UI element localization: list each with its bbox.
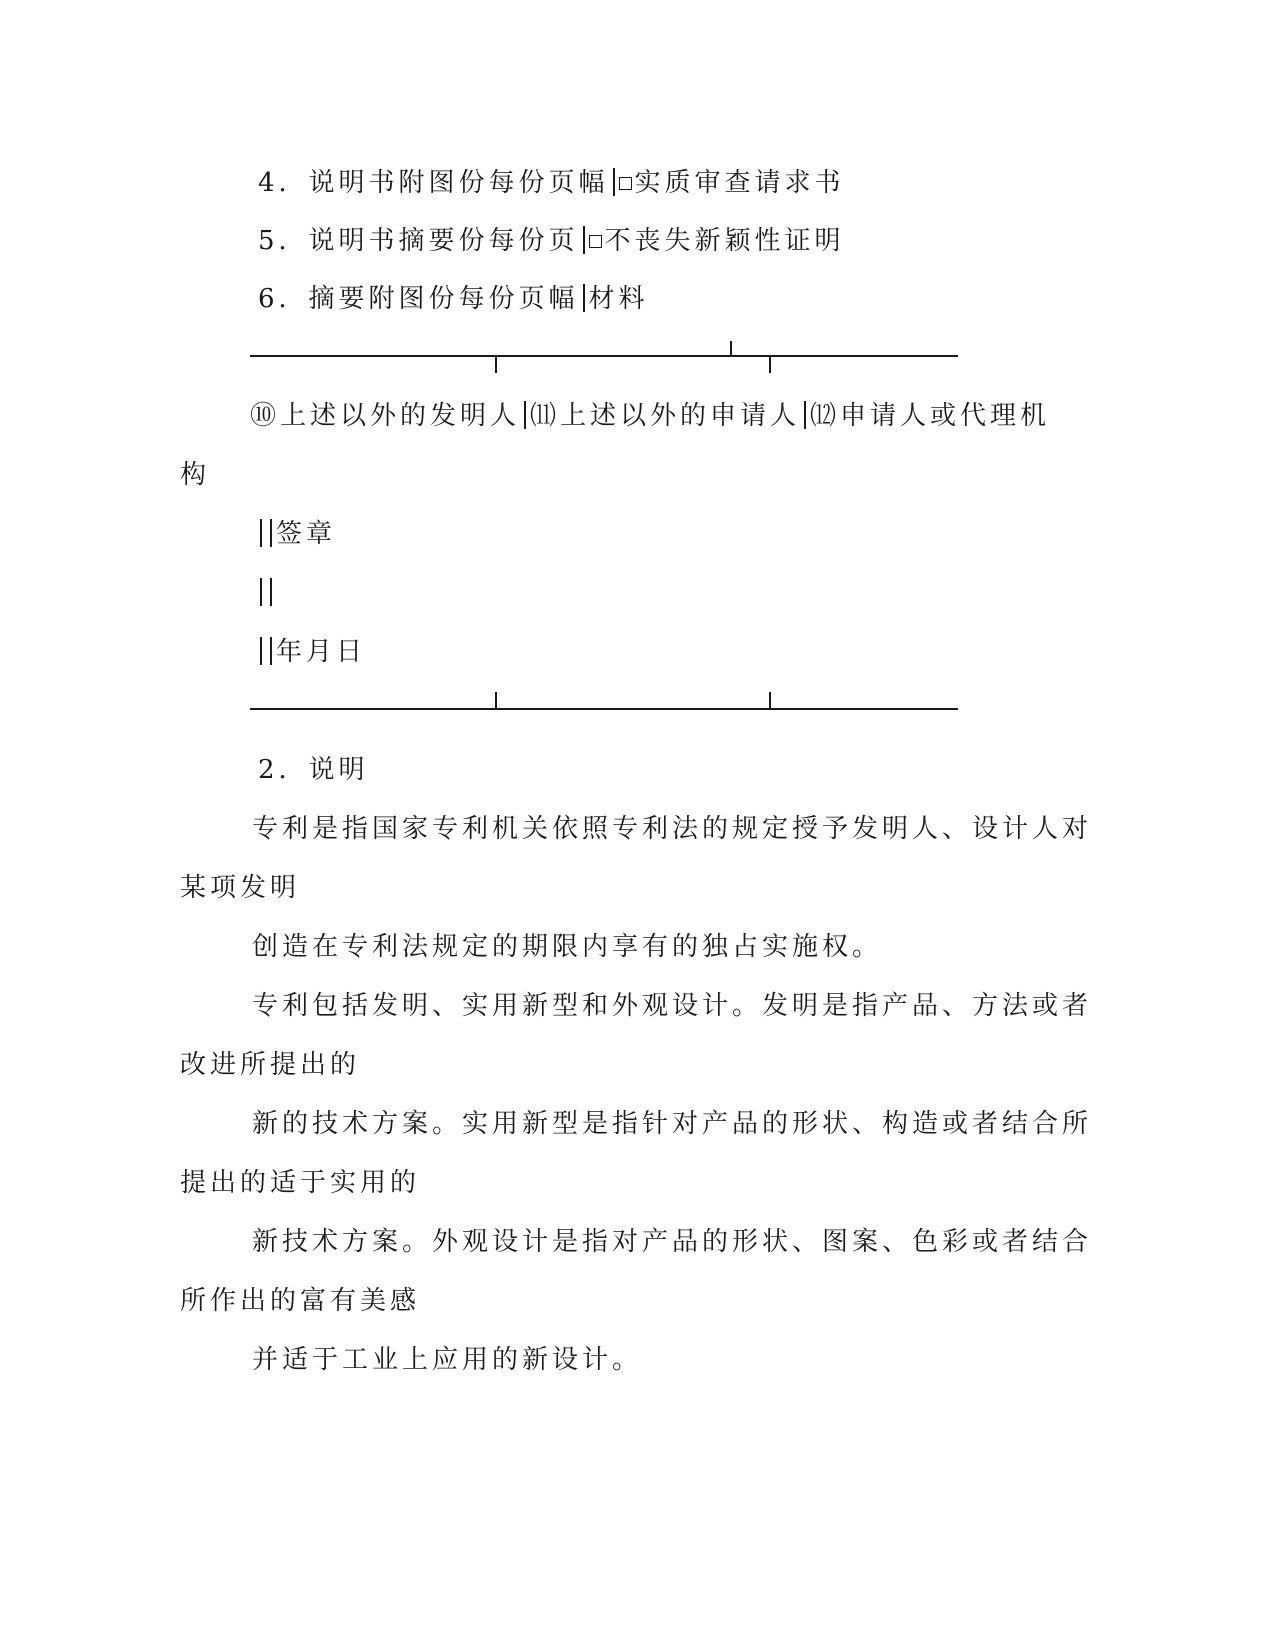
- date-row: [256, 637, 366, 667]
- form-row-4: [258, 168, 845, 198]
- column-divider: [583, 226, 585, 254]
- paragraph-line: 创造在专利法规定的期限内享有的独占实施权。: [252, 932, 883, 962]
- column-divider: [260, 519, 262, 547]
- column-divider: [613, 168, 615, 196]
- date-label: 年月日: [276, 637, 367, 667]
- paragraph-line: 所作出的富有美感: [180, 1286, 421, 1316]
- seal-label: 签章: [276, 519, 337, 549]
- checkbox-icon[interactable]: [589, 235, 602, 248]
- paragraph-line: 新的技术方案。实用新型是指针对产品的形状、构造或者结合所: [252, 1109, 1093, 1139]
- rule-tick: [769, 357, 771, 373]
- paragraph-line: 提出的适于实用的: [180, 1168, 421, 1198]
- column-divider: [270, 578, 272, 606]
- applicant-agency-label: ⑿申请人或代理机: [810, 401, 1051, 431]
- column-divider: [260, 637, 262, 665]
- checkbox-icon[interactable]: [619, 177, 632, 190]
- column-divider: [270, 519, 272, 547]
- paragraph-line: 某项发明: [180, 873, 301, 903]
- row5-right-text: 不丧失新颖性证明: [604, 226, 845, 256]
- row5-left-text: 5．说明书摘要份每份页: [258, 226, 579, 256]
- signature-header-wrap: 构: [180, 460, 211, 490]
- paragraph-line: 并适于工业上应用的新设计。: [252, 1345, 643, 1375]
- other-inventors-label: ⑩上述以外的发明人: [250, 401, 521, 431]
- section-heading: 2．说明: [258, 755, 369, 785]
- rule-tick: [495, 357, 497, 373]
- rule-tick: [495, 692, 497, 708]
- table-rule: [250, 708, 958, 710]
- form-row-5: [258, 226, 845, 256]
- paragraph-line: 专利是指国家专利机关依照专利法的规定授予发明人、设计人对: [252, 814, 1093, 844]
- other-applicants-label: ⑾上述以外的申请人: [530, 401, 801, 431]
- rule-tick: [769, 692, 771, 708]
- paragraph-line: 改进所提出的: [180, 1050, 361, 1080]
- row4-right-text: 实质审查请求书: [634, 168, 845, 198]
- column-divider: [804, 401, 806, 429]
- column-divider: [583, 284, 585, 312]
- form-row-6: [258, 284, 649, 314]
- paragraph-line: 新技术方案。外观设计是指对产品的形状、图案、色彩或者结合: [252, 1227, 1093, 1257]
- column-divider: [270, 637, 272, 665]
- column-divider: [524, 401, 526, 429]
- seal-row: [256, 519, 336, 549]
- row4-left-text: 4．说明书附图份每份页幅: [258, 168, 609, 198]
- row6-right-text: 材料: [588, 284, 649, 314]
- table-rule: [250, 355, 958, 357]
- rule-tick: [730, 341, 732, 355]
- signature-header: [250, 401, 1050, 431]
- blank-row: [256, 578, 276, 608]
- paragraph-line: 专利包括发明、实用新型和外观设计。发明是指产品、方法或者: [252, 991, 1093, 1021]
- column-divider: [260, 578, 262, 606]
- row6-left-text: 6．摘要附图份每份页幅: [258, 284, 579, 314]
